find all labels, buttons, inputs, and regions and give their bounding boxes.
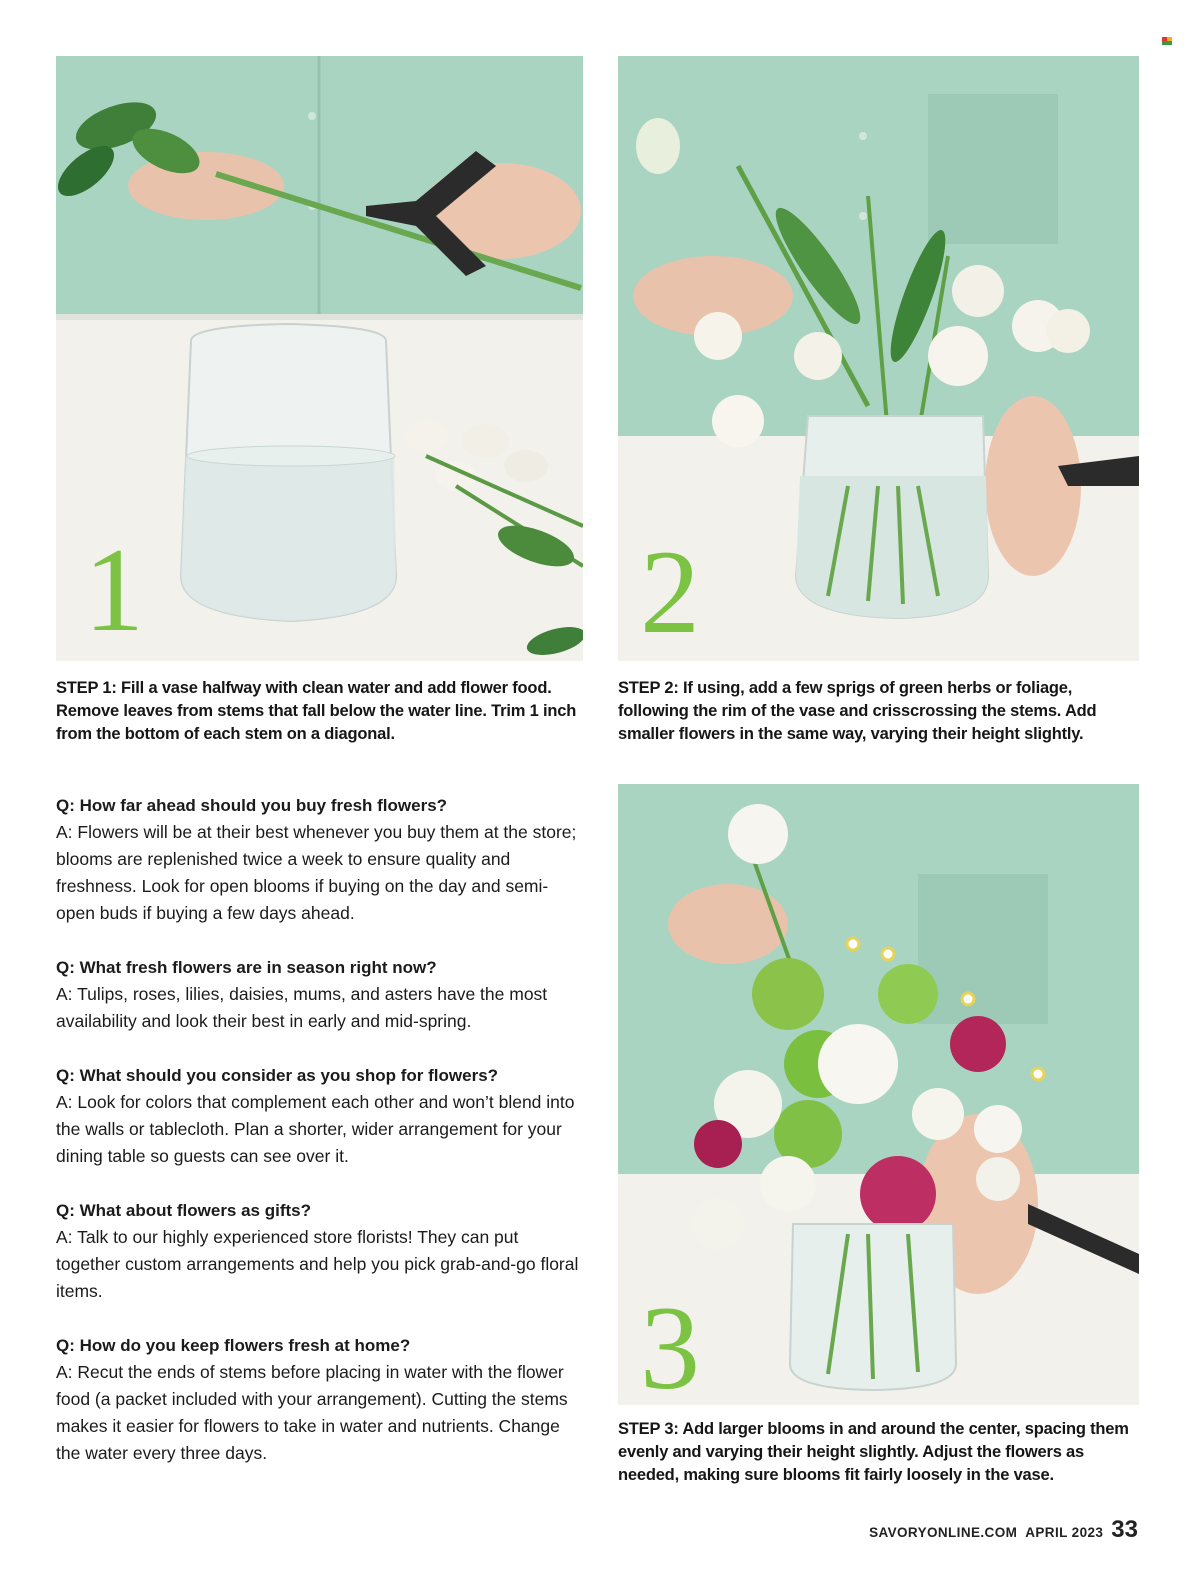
- qa-answer: A: Recut the ends of stems before placing in water with the flower food (a packet included with your arrangement). Cutting the stems makes it easier for flowers to take in water and nutrients. Change the water every three days.: [56, 1362, 568, 1463]
- qa-question: Q: What fresh flowers are in season right now?: [56, 958, 437, 977]
- step-2-number: 2: [640, 525, 700, 658]
- page-footer: [869, 1516, 1138, 1544]
- qa-answer: A: Look for colors that complement each other and won’t blend into the walls or tablecloth. Plan a shorter, wider arrangement for your dining table so guests can see over it.: [56, 1092, 575, 1166]
- site-url[interactable]: SAVORYONLINE.COM: [869, 1525, 1018, 1540]
- qa-item: [56, 1062, 586, 1170]
- step-3-number: 3: [640, 1281, 700, 1414]
- step-2-caption: STEP 2: If using, add a few sprigs of green herbs or foliage, following the rim of the vase and crisscrossing the stems. Add smaller flowers in the same way, varying their height slightly.: [618, 679, 1097, 743]
- qa-section: [56, 792, 586, 1494]
- corner-color-mark: [1162, 32, 1172, 50]
- qa-item: [56, 792, 586, 927]
- step-1-caption: STEP 1: Fill a vase halfway with clean water and add flower food. Remove leaves from stems that fall below the water line. Trim 1 inch from the bottom of each stem on a diagonal.: [56, 679, 577, 743]
- qa-answer: A: Tulips, roses, lilies, daisies, mums, and asters have the most availability and look their best in early and mid-spring.: [56, 984, 548, 1031]
- page-number: 33: [1111, 1516, 1138, 1543]
- qa-answer: A: Talk to our highly experienced store florists! They can put together custom arrangements and help you pick grab-and-go floral items.: [56, 1227, 579, 1301]
- qa-item: [56, 1197, 586, 1305]
- qa-question: Q: How do you keep flowers fresh at home?: [56, 1336, 411, 1355]
- qa-answer: A: Flowers will be at their best whenever you buy them at the store; blooms are replenished twice a week to ensure quality and freshness. Look for open blooms if buying on the day and semi-open buds if buying a few days ahead.: [56, 822, 577, 923]
- qa-question: Q: What about flowers as gifts?: [56, 1201, 312, 1220]
- step-1-number: 1: [84, 523, 144, 656]
- qa-item: [56, 1332, 586, 1467]
- issue-date: APRIL 2023: [1025, 1525, 1104, 1540]
- step-3-caption: STEP 3: Add larger blooms in and around the center, spacing them evenly and varying their height slightly. Adjust the flowers as needed, making sure blooms fit fairly loosely in the vase.: [618, 1420, 1129, 1484]
- qa-question: Q: How far ahead should you buy fresh flowers?: [56, 796, 448, 815]
- qa-question: Q: What should you consider as you shop for flowers?: [56, 1066, 499, 1085]
- qa-item: [56, 954, 586, 1035]
